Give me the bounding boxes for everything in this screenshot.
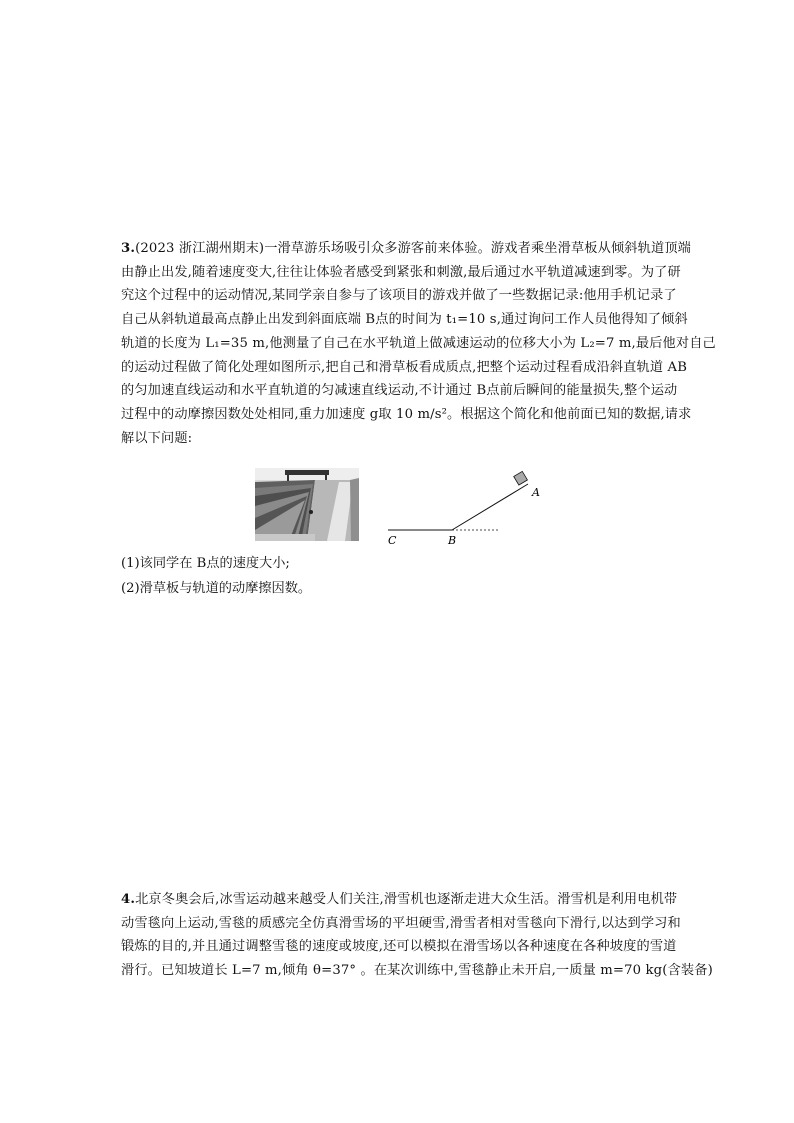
q3-line-2: 由静止出发,随着速度变大,往往让体验者感受到紧张和刺激,最后通过水平轨道减速到零。为了研 [121,264,681,280]
q3-line-7: 的匀加速直线运动和水平直轨道的匀减速直线运动,不计通过 B点前后瞬间的能量损失,整个运动 [121,383,678,399]
incline-diagram [382,470,540,550]
question-3 [121,237,716,450]
q3-sub-2: (2)滑草板与轨道的动摩擦因数。 [121,581,312,596]
q3-sub-1: (1)该同学在 B点的速度大小; [121,556,290,571]
q4-number: 4. [121,892,136,907]
q3-line-3: 究这个过程中的运动情况,某同学亲自参与了该项目的游戏并做了一些数据记录:他用手机记录了 [121,288,677,304]
q3-line-8: 过程中的动摩擦因数处处相同,重力加速度 g取 10 m/s²。根据这个简化和他前面已知的数据,请求 [121,406,692,422]
q4-line-3: 锻炼的目的,并且通过调整雪毯的速度或坡度,还可以模拟在滑雪场以各种速度在各种坡度的雪道 [121,939,677,955]
label-b: B [448,534,457,547]
q4-line-2: 动雪毯向上运动,雪毯的质感完全仿真滑雪场的平坦硬雪,滑雪者相对雪毯向下滑行,以达到学习和 [121,915,681,931]
q3-line-5: 轨道的长度为 L₁=35 m,他测量了自己在水平轨道上做减速运动的位移大小为 L₂=7 m,最后他对自己 [121,335,716,351]
q3-line-1: 3.(2023 浙江湖州期末)一滑草游乐场吸引众多游客前来体验。游戏者乘坐滑草板从倾斜轨道顶端 [121,241,691,256]
q3-line-4: 自己从斜轨道最高点静止出发到斜面底端 B点的时间为 t₁=10 s,通过询问工作人员他得知了倾斜 [121,312,688,328]
question-4 [121,888,713,983]
q4-line-1: 4.北京冬奥会后,冰雪运动越来越受人们关注,滑雪机也逐渐走进大众生活。滑雪机是利用电机带 [121,892,678,907]
label-c: C [388,534,397,547]
q3-line-6: 的运动过程做了简化处理如图所示,把自己和滑草板看成质点,把整个运动过程看成沿斜直轨道 AB [121,359,688,375]
q3-line-9: 解以下问题: [121,430,193,446]
q3-number: 3. [121,241,136,256]
q4-line-4: 滑行。已知坡道长 L=7 m,倾角 θ=37° 。在某次训练中,雪毯静止未开启,一质量 m=70 kg(含装备) [121,963,713,979]
grass-slide-photo [255,468,359,541]
label-a: A [532,486,540,499]
